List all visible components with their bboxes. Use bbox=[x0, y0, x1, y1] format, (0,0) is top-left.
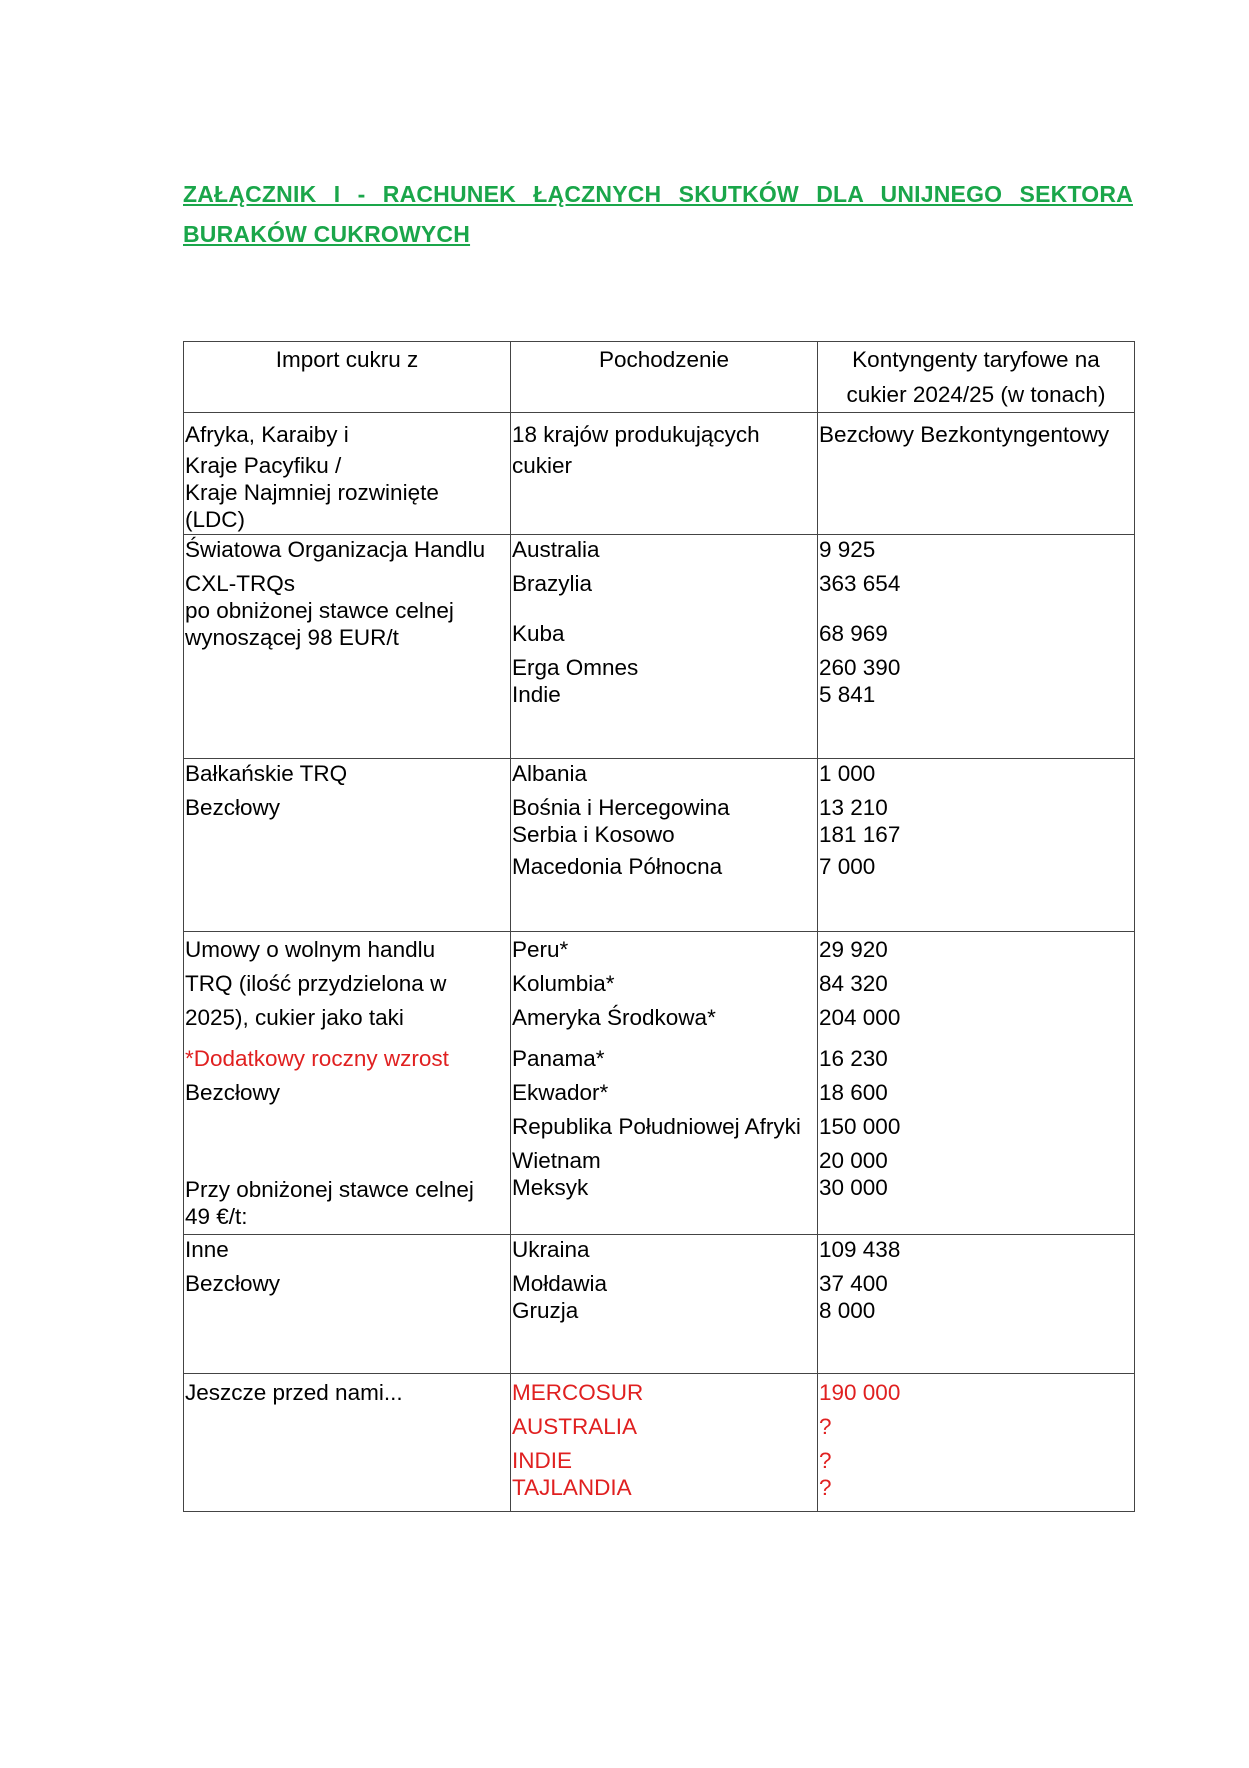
category-line: po obniżonej stawce celnej bbox=[185, 598, 454, 623]
category-line: 49 €/t: bbox=[185, 1204, 248, 1229]
row-origins bbox=[511, 1374, 818, 1512]
category-line: Światowa Organizacja Handlu bbox=[185, 537, 486, 562]
row-origins bbox=[511, 759, 818, 932]
category-line: Bezcłowy bbox=[185, 1080, 281, 1105]
origin-item: Meksyk bbox=[512, 1175, 589, 1200]
quota-value: 30 000 bbox=[819, 1175, 888, 1200]
row-category bbox=[184, 1374, 511, 1512]
row-category bbox=[184, 1235, 511, 1374]
row-category bbox=[184, 413, 511, 535]
category-line: Przy obniżonej stawce celnej bbox=[185, 1177, 474, 1202]
origin-item: Gruzja bbox=[512, 1298, 579, 1323]
table-row bbox=[184, 413, 1135, 535]
category-line: Afryka, Karaiby i bbox=[185, 422, 349, 447]
category-line: Jeszcze przed nami... bbox=[185, 1380, 403, 1405]
quota-value: 181 167 bbox=[819, 822, 901, 847]
category-line: CXL-TRQs bbox=[185, 571, 296, 596]
category-line: 2025), cukier jako taki bbox=[185, 1005, 404, 1030]
quota-value: 260 390 bbox=[819, 655, 901, 680]
row-quotas bbox=[818, 535, 1135, 759]
table-row bbox=[184, 1374, 1135, 1512]
category-line: TRQ (ilość przydzielona w bbox=[185, 971, 447, 996]
origin-item: INDIE bbox=[512, 1448, 573, 1473]
row-category bbox=[184, 535, 511, 759]
row-origins bbox=[511, 535, 818, 759]
origin-item: Bośnia i Hercegowina bbox=[512, 795, 730, 820]
quota-value: 13 210 bbox=[819, 795, 888, 820]
category-line: Kraje Najmniej rozwinięte bbox=[185, 480, 439, 505]
category-line: wynoszącej 98 EUR/t bbox=[185, 625, 399, 650]
origin-item: Peru* bbox=[512, 937, 569, 962]
quota-value: 190 000 bbox=[819, 1380, 901, 1405]
row-origins bbox=[511, 932, 818, 1235]
row-category bbox=[184, 932, 511, 1235]
quota-value: 37 400 bbox=[819, 1271, 888, 1296]
header-origin: Pochodzenie bbox=[511, 342, 818, 413]
origin-item: Australia bbox=[512, 537, 600, 562]
origin-item: TAJLANDIA bbox=[512, 1475, 632, 1500]
quota-value: 16 230 bbox=[819, 1046, 888, 1071]
origin-item: Serbia i Kosowo bbox=[512, 822, 675, 847]
quota-value: 150 000 bbox=[819, 1114, 901, 1139]
quota-value: Bezcłowy Bezkontyngentowy bbox=[819, 422, 1110, 447]
origin-item: Brazylia bbox=[512, 571, 593, 596]
table-row bbox=[184, 759, 1135, 932]
title-line-1: ZAŁĄCZNIK I - RACHUNEK ŁĄCZNYCH SKUTKÓW DLA UNIJNEGO SEKTORA bbox=[183, 181, 1133, 207]
origin-item: Mołdawia bbox=[512, 1271, 608, 1296]
table-header-row bbox=[184, 342, 1135, 413]
quota-value: 8 000 bbox=[819, 1298, 876, 1323]
origin-item: Kolumbia* bbox=[512, 971, 615, 996]
origin-item: 18 krajów produkujących bbox=[512, 422, 760, 447]
quota-value: 84 320 bbox=[819, 971, 888, 996]
sugar-import-table bbox=[183, 341, 1135, 1512]
quota-value: 363 654 bbox=[819, 571, 901, 596]
title-line-2: BURAKÓW CUKROWYCH bbox=[183, 221, 471, 247]
quota-value: 5 841 bbox=[819, 682, 876, 707]
document-title bbox=[183, 174, 1133, 254]
origin-item: Indie bbox=[512, 682, 561, 707]
quota-value: ? bbox=[819, 1475, 832, 1500]
table-row bbox=[184, 932, 1135, 1235]
category-line: (LDC) bbox=[185, 507, 245, 532]
header-quotas bbox=[818, 342, 1135, 413]
table-row bbox=[184, 535, 1135, 759]
quota-value: 109 438 bbox=[819, 1237, 901, 1262]
category-line: Inne bbox=[185, 1237, 229, 1262]
quota-value: 20 000 bbox=[819, 1148, 888, 1173]
origin-item: Erga Omnes bbox=[512, 655, 639, 680]
quota-value: 7 000 bbox=[819, 854, 876, 879]
row-quotas bbox=[818, 413, 1135, 535]
origin-item: Republika Południowej Afryki bbox=[512, 1114, 801, 1139]
origin-item: Kuba bbox=[512, 621, 565, 646]
row-origins bbox=[511, 1235, 818, 1374]
origin-item: Panama* bbox=[512, 1046, 605, 1071]
row-quotas bbox=[818, 932, 1135, 1235]
header-quotas-line-1: Kontyngenty taryfowe na bbox=[852, 347, 1100, 372]
origin-item: Macedonia Północna bbox=[512, 854, 723, 879]
quota-value: 9 925 bbox=[819, 537, 876, 562]
origin-item: AUSTRALIA bbox=[512, 1414, 638, 1439]
table-row bbox=[184, 1235, 1135, 1374]
quota-value: ? bbox=[819, 1414, 832, 1439]
annual-increase-note: *Dodatkowy roczny wzrost bbox=[185, 1046, 449, 1071]
category-line: Bałkańskie TRQ bbox=[185, 761, 348, 786]
category-line: Bezcłowy bbox=[185, 1271, 281, 1296]
category-line: Umowy o wolnym handlu bbox=[185, 937, 436, 962]
row-quotas bbox=[818, 1374, 1135, 1512]
origin-item: Ekwador* bbox=[512, 1080, 609, 1105]
header-quotas-line-2: cukier 2024/25 (w tonach) bbox=[846, 382, 1106, 407]
row-category bbox=[184, 759, 511, 932]
origin-item: Albania bbox=[512, 761, 588, 786]
row-quotas bbox=[818, 1235, 1135, 1374]
origin-item: Wietnam bbox=[512, 1148, 601, 1173]
origin-item: MERCOSUR bbox=[512, 1380, 644, 1405]
category-line: Bezcłowy bbox=[185, 795, 281, 820]
origin-item: Ukraina bbox=[512, 1237, 590, 1262]
header-import-from: Import cukru z bbox=[184, 342, 511, 413]
origin-item: cukier bbox=[512, 453, 573, 478]
quota-value: 29 920 bbox=[819, 937, 888, 962]
quota-value: 68 969 bbox=[819, 621, 888, 646]
quota-value: 204 000 bbox=[819, 1005, 901, 1030]
quota-value: 1 000 bbox=[819, 761, 876, 786]
category-line: Kraje Pacyfiku / bbox=[185, 453, 342, 478]
quota-value: ? bbox=[819, 1448, 832, 1473]
quota-value: 18 600 bbox=[819, 1080, 888, 1105]
row-origins bbox=[511, 413, 818, 535]
origin-item: Ameryka Środkowa* bbox=[512, 1005, 716, 1030]
row-quotas bbox=[818, 759, 1135, 932]
